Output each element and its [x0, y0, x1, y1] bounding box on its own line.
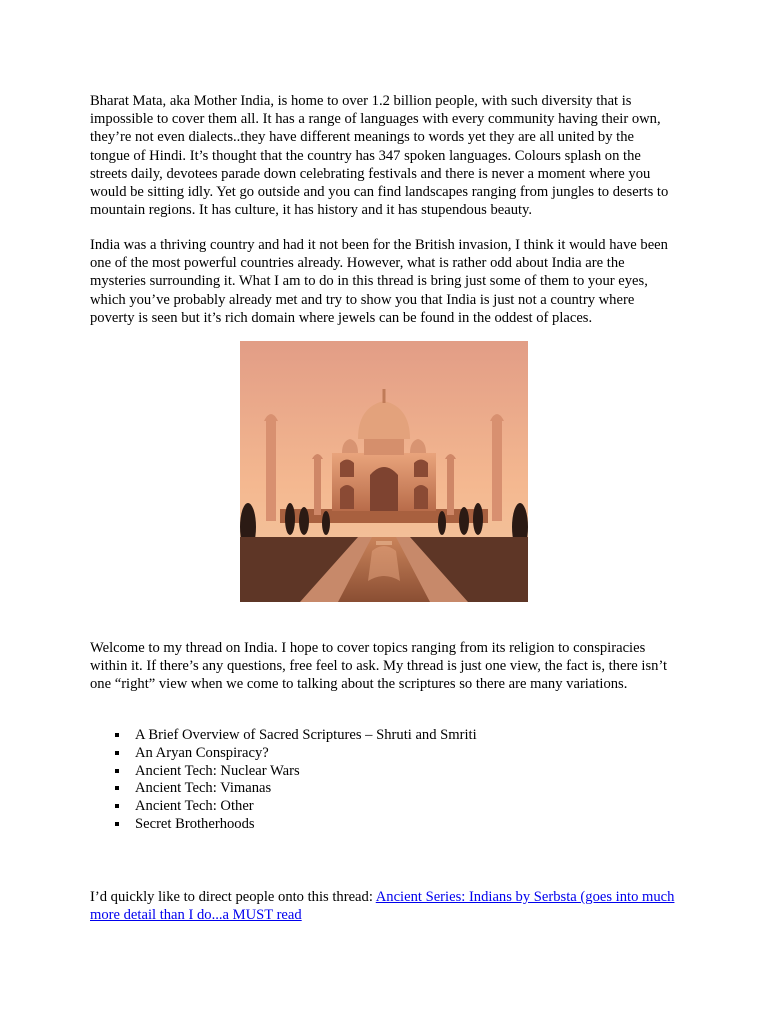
bullet-icon [115, 786, 119, 790]
taj-mahal-photo [240, 341, 528, 602]
topic-list-item[interactable]: A Brief Overview of Sacred Scriptures – Shruti and Smriti [90, 727, 477, 745]
topic-list-item[interactable]: Ancient Tech: Nuclear Wars [90, 763, 477, 781]
history-paragraph: India was a thriving country and had it not been for the British invasion, I think it would have been one of the most powerful countries already. However, what is rather odd about India are the mysteries surrounding it. What I am to do in this thread is bring just some of them to your eyes, which you’ve probably already met and try to show you that India is just not a country where poverty is seen but it’s rich domain where jewels can be found in the oddest of places. [90, 237, 668, 326]
topic-list-item[interactable]: Secret Brotherhoods [90, 816, 477, 834]
topic-list [90, 727, 477, 834]
thread-link[interactable]: Ancient Series: Indians by Serbsta (goes into much more detail than I do...a MUST read [90, 889, 675, 924]
bullet-icon [115, 769, 119, 773]
closing-text: I’d quickly like to direct people onto this thread: [90, 889, 376, 905]
closing-paragraph [90, 888, 680, 924]
bullet-icon [115, 822, 119, 826]
topic-list-item[interactable]: Ancient Tech: Vimanas [90, 780, 477, 798]
topic-list-item[interactable]: Ancient Tech: Other [90, 798, 477, 816]
bullet-icon [115, 804, 119, 808]
intro-paragraph: Bharat Mata, aka Mother India, is home to over 1.2 billion people, with such diversity that is impossible to cover them all. It has a range of languages with every community having their own, they’re not even dialects..they have different meanings to words yet they are all united by the tongue of Hindi. It’s thought that the country has 347 spoken languages. Colours splash on the streets daily, devotees parade down celebrating festivals and there is never a moment where you would be sitting idly. Yet go outside and you can find landscapes ranging from jungles to deserts to mountain regions. It has culture, it has history and it has stupendous beauty. [90, 93, 669, 219]
topic-list-item[interactable]: An Aryan Conspiracy? [90, 745, 477, 763]
bullet-icon [115, 751, 119, 755]
bullet-icon [115, 733, 119, 737]
welcome-paragraph: Welcome to my thread on India. I hope to cover topics ranging from its religion to conspiracies within it. If there’s any questions, free feel to ask. My thread is just one view, the fact is, there isn’t one “right” view when we come to talking about the scriptures so there are many variations. [90, 640, 668, 693]
